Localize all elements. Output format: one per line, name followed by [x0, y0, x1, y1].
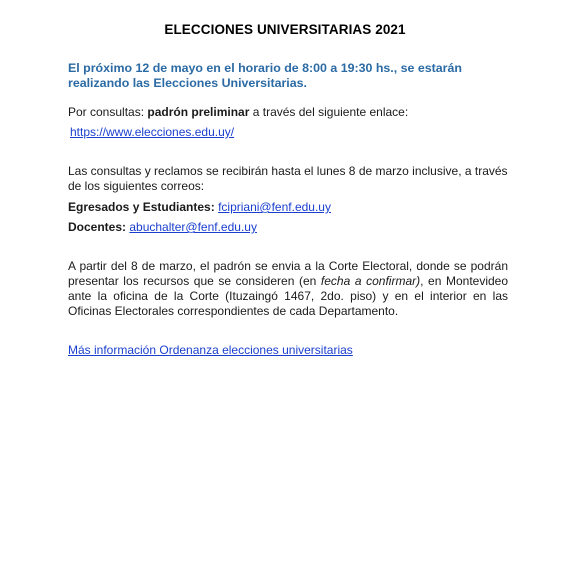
egresados-email-link[interactable]: fcipriani@fenf.edu.uy	[218, 200, 331, 214]
mas-info-link[interactable]: Más información Ordenanza elecciones universitarias	[68, 343, 353, 357]
consultas-bold: padrón preliminar	[147, 105, 250, 119]
docentes-email-link[interactable]: abuchalter@fenf.edu.uy	[129, 220, 257, 234]
egresados-line	[68, 200, 508, 215]
reclamos-paragraph: Las consultas y reclamos se recibirán hasta el lunes 8 de marzo inclusive, a través de los siguientes correos:	[68, 164, 508, 193]
enlace-line	[70, 125, 510, 140]
padron-part1: A partir del 8 de marzo, el padrón se envia a la Corte Electoral, donde se podrán presentar los recursos que se consideren (en	[68, 259, 508, 288]
consultas-paragraph	[68, 105, 508, 120]
padron-italic: fecha a confirmar)	[320, 274, 421, 288]
padron-paragraph	[68, 259, 508, 319]
elecciones-link[interactable]: https://www.elecciones.edu.uy/	[70, 125, 235, 139]
docentes-line	[68, 220, 508, 235]
padron-part2: , en Montevideo ante la oficina de la Corte (Ituzaingó 1467, 2do. piso) y en el interior en las Oficinas Electorales correspondientes de cada Departamento.	[68, 274, 509, 318]
egresados-label: Egresados y Estudiantes:	[68, 200, 215, 214]
consultas-prefix: Por consultas:	[68, 105, 148, 119]
docentes-label: Docentes:	[68, 220, 127, 234]
intro-paragraph: El próximo 12 de mayo en el horario de 8:00 a 19:30 hs., se estarán realizando las Elecciones Universitarias.	[68, 61, 462, 90]
page-title: ELECCIONES UNIVERSITARIAS 2021	[164, 22, 406, 37]
consultas-suffix: a través del siguiente enlace:	[249, 105, 409, 119]
mas-info-line	[68, 343, 508, 358]
